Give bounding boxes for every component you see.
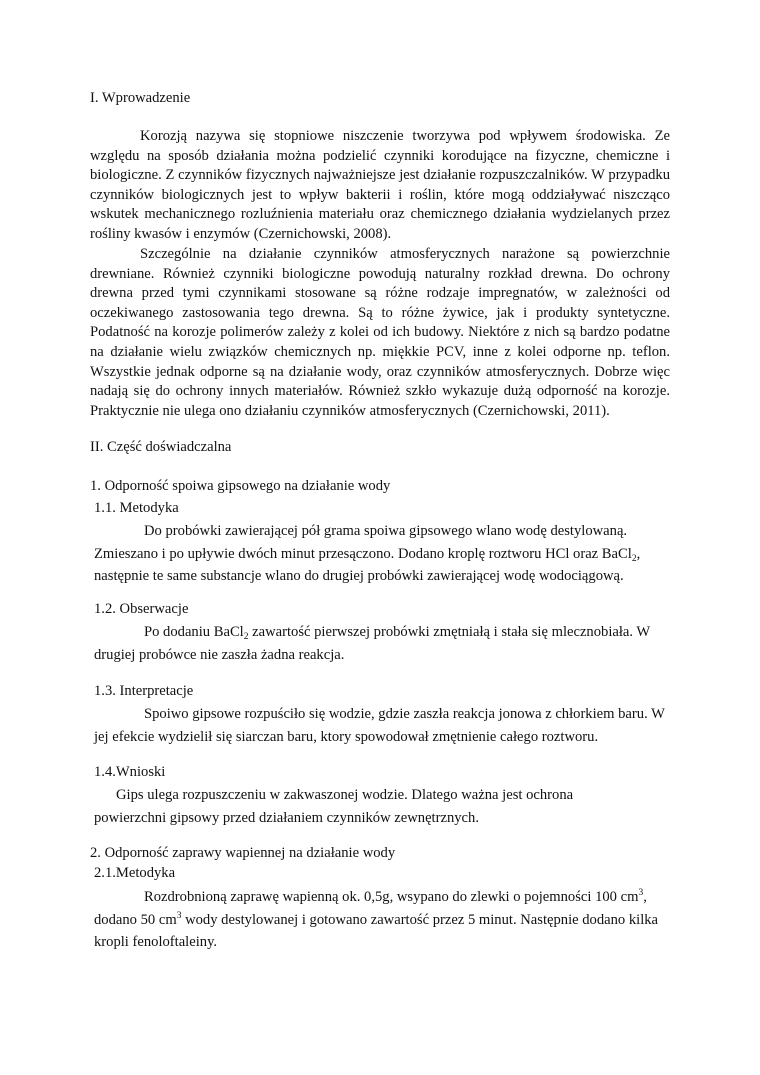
s12-text-a: Po dodaniu BaCl bbox=[144, 624, 244, 640]
subsection-1-4-title: 1.4.Wnioski bbox=[94, 764, 166, 780]
subsection-2-1-title: 2.1.Metodyka bbox=[94, 865, 176, 881]
s21-superscript-2: 3 bbox=[176, 910, 182, 921]
subsection-1-4-text: Gips ulega rozpuszczeniu w zakwaszonej wodzie. Dlatego ważna jest ochrona powierzchni gipsowy przed działaniem czynników zewnętrznych. bbox=[94, 787, 574, 826]
s21-superscript-1: 3 bbox=[638, 888, 644, 898]
s21-text-a: Rozdrobnioną zaprawę wapienną ok. 0,5g, wsypano do zlewki o pojemności 100 cm bbox=[144, 889, 639, 905]
s11-subscript: 2 bbox=[631, 553, 637, 564]
subsection-1-2-title: 1.2. Obserwacje bbox=[94, 601, 189, 617]
s21-text-c: wody destylowanej i gotowano zawartość przez 5 minut. Następnie dodano kilka kropli fenoloftaleiny. bbox=[94, 911, 659, 950]
s11-text-b: , następnie te same substancje wlano do drugiej probówki zawierającej wodę wodociągową. bbox=[94, 545, 641, 584]
experiment-2-title: 2. Odporność zaprawy wapiennej na działanie wody bbox=[90, 845, 396, 861]
subsection-2-1-text bbox=[94, 886, 674, 954]
subsection-1-3-title: 1.3. Interpretacje bbox=[94, 683, 194, 699]
section-1-heading: I. Wprowadzenie bbox=[90, 90, 191, 106]
experiment-1-title: 1. Odporność spoiwa gipsowego na działanie wody bbox=[90, 478, 391, 494]
subsection-1-1-text bbox=[94, 520, 669, 588]
s21-text-b: , dodano 50 cm bbox=[94, 889, 647, 928]
section-2-heading: II. Część doświadczalna bbox=[90, 439, 232, 455]
intro-paragraph-2: Szczególnie na działanie czynników atmosferycznych narażone są powierzchnie drewniane. Również czynniki biologiczne powodują naturalny rozkład drewna. Do ochrony drewna przed tymi czynnikami stosowane są różne rodzaje impregnatów, w zależności od oczekiwanego zastosowania tego drewna. Są to różne żywice, jak i produkty syntetyczne. Podatność na korozje polimerów zależy z kolei od ich budowy. Niektóre z nich są bardzo podatne na działanie wielu związków chemicznych np. miękkie PCV, inne z kolei odporne np. teflon. Wszystkie jednak odporne są na działanie wody, oraz czynników atmosferycznych. Dobrze więc nadają się do ochrony innych materiałów. Również szkło wykazuje dużą odporność na korozje. Praktycznie nie ulega ono działaniu czynników atmosferycznych (Czernichowski, 2011). bbox=[90, 246, 670, 419]
s12-text-b: zawartość pierwszej probówki zmętniałą i stała się mlecznobiała. W drugiej probówce nie zaszła żadna reakcja. bbox=[94, 624, 650, 663]
intro-paragraph-1: Korozją nazywa się stopniowe niszczenie tworzywa pod wpływem środowiska. Ze względu na sposób działania można podzielić czynniki korodujące na fizyczne, chemiczne i biologiczne. Z czynników fizycznych najważniejsze jest działanie rozpuszczalników. W przypadku czynników biologicznych jest to wpływ bakterii i roślin, które mogą oddziaływać niszcząco wskutek mechanicznego rozluźnienia materiału oraz chemicznego działania wydzielanych przez rośliny kwasów i enzymów (Czernichowski, 2008). bbox=[90, 128, 670, 242]
subsection-1-2-text bbox=[94, 621, 669, 666]
subsection-1-3-text: Spoiwo gipsowe rozpuściło się wodzie, gdzie zaszła reakcja jonowa z chłorkiem baru. W jej efekcie wydzielił się siarczan baru, ktory spowodował zmętnienie całego roztworu. bbox=[94, 706, 665, 745]
s12-subscript: 2 bbox=[243, 632, 249, 642]
s11-text-a: Do probówki zawierającej pół grama spoiwa gipsowego wlano wodę destylowaną. Zmieszano i po upływie dwóch minut przesączono. Dodano kroplę roztworu HCl oraz BaCl bbox=[94, 523, 632, 562]
subsection-1-1-title: 1.1. Metodyka bbox=[94, 500, 179, 516]
